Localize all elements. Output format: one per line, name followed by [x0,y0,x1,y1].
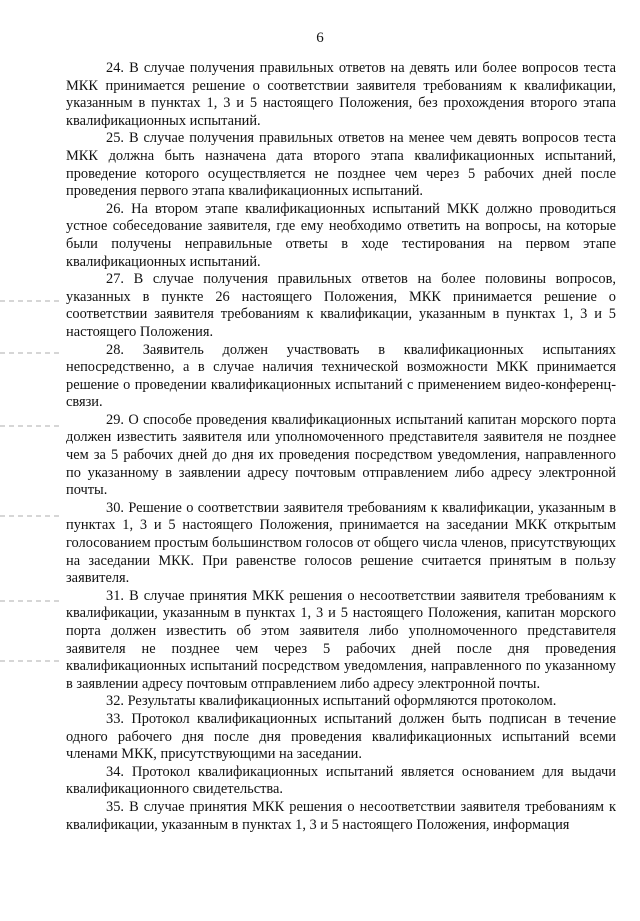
paragraph-27: 27. В случае получения правильных ответов на более половины вопросов, указанных в пункте 26 настоящего Положения, МКК принимается решение о соответствии заявителя требованиям к квалификации, указанным в пунктах 1, 3 и 5 настоящего Положения. [66,271,616,340]
page-number: 6 [316,30,324,46]
scan-artifact [0,660,60,662]
scan-artifact [0,425,60,427]
scan-artifact [0,300,60,302]
paragraph-24: 24. В случае получения правильных ответов на девять или более вопросов теста МКК принимается решение о соответствии заявителя требованиям к квалификации, указанным в пунктах 1, 3 и 5 настоящего Положения, без прохождения второго этапа квалификационных испытаний. [66,60,616,129]
paragraph-35: 35. В случае принятия МКК решения о несоответствии заявителя требованиям к квалификации, указанным в пунктах 1, 3 и 5 настоящего Положения, информация [66,798,616,833]
paragraph-29: 29. О способе проведения квалификационных испытаний капитан морского порта должен известить заявителя или уполномоченного представителя заявителя не позднее чем за 5 рабочих дней до дня их проведения посредством уведомления, направленного по указанному в заявлении адресу почтовым отправлением либо адресу электронной почты. [66,411,616,499]
paragraph-32: 32. Результаты квалификационных испытаний оформляются протоколом. [106,693,557,710]
paragraph-33: 33. Протокол квалификационных испытаний должен быть подписан в течение одного рабочего дня после дня проведения квалификационных испытаний всеми членами МКК, присутствующими на заседании. [66,710,616,763]
paragraph-30: 30. Решение о соответствии заявителя требованиям к квалификации, указанным в пунктах 1, 3 и 5 настоящего Положения, принимается на заседании МКК открытым голосованием простым большинством голосов от общего числа членов, присутствующих на заседании МКК. При равенстве голосов решение считается принятым в пользу заявителя. [66,499,616,587]
paragraph-34: 34. Протокол квалификационных испытаний является основанием для выдачи квалификационного свидетельства. [66,763,616,798]
paragraph-31: 31. В случае принятия МКК решения о несоответствии заявителя требованиям к квалификации, указанным в пунктах 1, 3 и 5 настоящего Положения, капитан морского порта должен известить об этом заявителя либо уполномоченного представителя заявителя не позднее чем через 5 рабочих дней после дня проведения квалификационных испытаний посредством уведомления, направленного по указанному в заявлении адресу почтовым отправлением либо адресу электронной почты. [66,587,616,692]
paragraph-26: 26. На втором этапе квалификационных испытаний МКК должно проводиться устное собеседование заявителя, где ему необходимо ответить на вопросы, на которые были получены неправильные ответы в ходе тестирования на первом этапе квалификационных испытаний. [66,200,616,270]
scan-artifact [0,600,60,602]
paragraph-25: 25. В случае получения правильных ответов на менее чем девять вопросов теста МКК должна быть назначена дата второго этапа квалификационных испытаний, проведение которого осуществляется не позднее чем через 5 рабочих дней после проведения первого этапа квалификационных испытаний. [66,130,616,200]
paragraph-28: 28. Заявитель должен участвовать в квалификационных испытаниях непосредственно, а в случае наличия технической возможности МКК принимается решение о проведении квалификационных испытаний с применением видео-конференц-связи. [66,341,616,411]
scan-artifact [0,352,60,354]
scan-artifact [0,515,60,517]
document-body [66,60,616,834]
